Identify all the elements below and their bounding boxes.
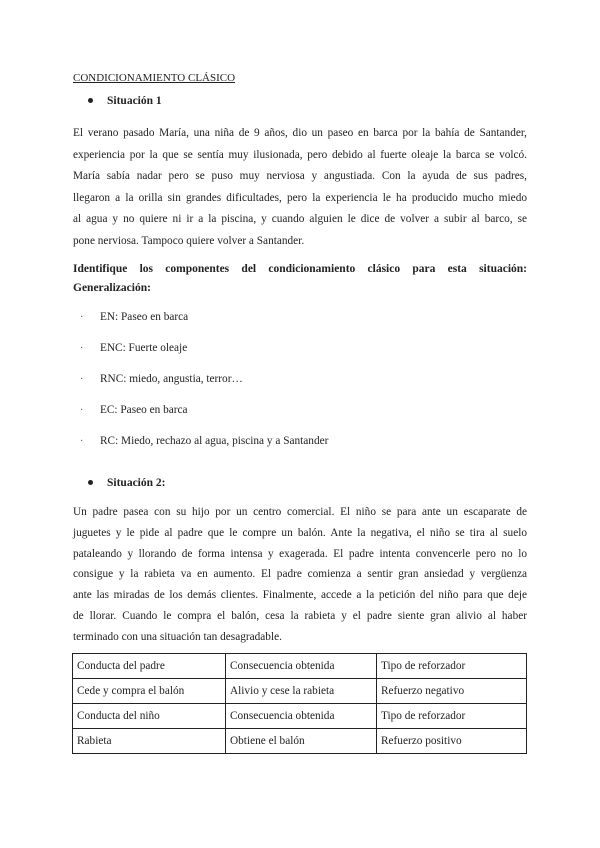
table-cell: Tipo de reforzador [377,654,527,679]
paragraph-line: consigue y la rabieta va en aumento. El padre comienza a sentir gran ansiedad y vergüenza [73,568,527,581]
situation-1-question [73,260,527,298]
table-cell: Consecuencia obtenida [226,704,377,729]
list-item [80,311,188,323]
paragraph-line: al agua y no quiere ni ir a la piscina, y cuando alguien le dice de volver a subir al barco, se [73,213,527,226]
bullet-icon [88,98,93,103]
list-item [80,373,243,385]
table-row [73,704,527,729]
list-item [80,404,188,416]
list-item-text: ENC: Fuerte oleaje [100,342,188,354]
table-cell: Tipo de reforzador [377,704,527,729]
situation-1-heading-text: Situación 1 [107,95,162,107]
paragraph-line: experiencia por la que se sentía muy ilusionada, pero debido al fuerte oleaje la barca se volcó. [73,148,527,161]
list-item-text: RC: Miedo, rechazo al agua, piscina y a Santander [100,435,329,447]
table-cell: Cede y compra el balón [73,679,226,704]
table-cell: Rabieta [73,729,226,754]
table-row [73,654,527,679]
situation-1-paragraph [73,123,527,253]
list-item-text: EN: Paseo en barca [100,311,189,323]
situation-1-heading [88,95,162,107]
paragraph-line: pataleando y llorando de forma intensa y exagerada. El padre intenta convencerle pero no lo [73,547,527,560]
paragraph-line: terminado con una situación tan desagradable. [73,630,282,643]
table-row [73,679,527,704]
list-item-text: EC: Paseo en barca [100,404,188,416]
table-cell: Obtiene el balón [226,729,377,754]
list-marker: · [80,405,84,416]
paragraph-line: El verano pasado María, una niña de 9 años, dio un paseo en barca por la bahía de Santander, [73,127,527,139]
paragraph-line: pone nerviosa. Tampoco quiere volver a Santander. [73,234,305,247]
situation-2-heading [88,477,165,489]
paragraph-line: María sabía nadar pero se puso muy nerviosa y angustiada. Con la ayuda de sus padres, [73,170,527,183]
situation-2-paragraph [73,502,527,648]
paragraph-line: ante las miradas de los demás clientes. Finalmente, accede a la petición del niño para que deje [73,589,527,602]
reinforcement-table [72,653,527,754]
list-item [80,435,328,447]
list-marker: · [80,312,84,323]
list-item-text: RNC: miedo, angustia, terror… [100,373,243,385]
paragraph-line: de llorar. Cuando le compra el balón, cesa la rabieta y el padre siente gran alivio al haber [73,609,527,622]
list-marker: · [80,436,84,447]
page-title: CONDICIONAMIENTO CLÁSICO [73,72,236,84]
bullet-icon [88,480,93,485]
paragraph-line: llegaron a la orilla sin grandes dificultades, pero la experiencia le ha producido mucho miedo [73,191,527,204]
list-item [80,342,187,354]
paragraph-line: Un padre pasea con su hijo por un centro comercial. El niño se para ante un escaparate de [73,506,527,518]
question-line: Identifique los componentes del condicionamiento clásico para esta situación: [73,263,527,275]
list-marker: · [80,343,84,354]
table-row [73,729,527,754]
table-cell: Conducta del niño [73,704,226,729]
table-cell: Alivio y cese la rabieta [226,679,377,704]
question-line: Generalización: [73,282,151,294]
table-cell: Refuerzo positivo [377,729,527,754]
situation-2-heading-text: Situación 2: [107,477,166,489]
list-marker: · [80,374,84,385]
table-cell: Consecuencia obtenida [226,654,377,679]
table-cell: Conducta del padre [73,654,226,679]
paragraph-line: juguetes y le pide al padre que le compre un balón. Ante la negativa, el niño se tira al suelo [73,526,527,539]
table-cell: Refuerzo negativo [377,679,527,704]
